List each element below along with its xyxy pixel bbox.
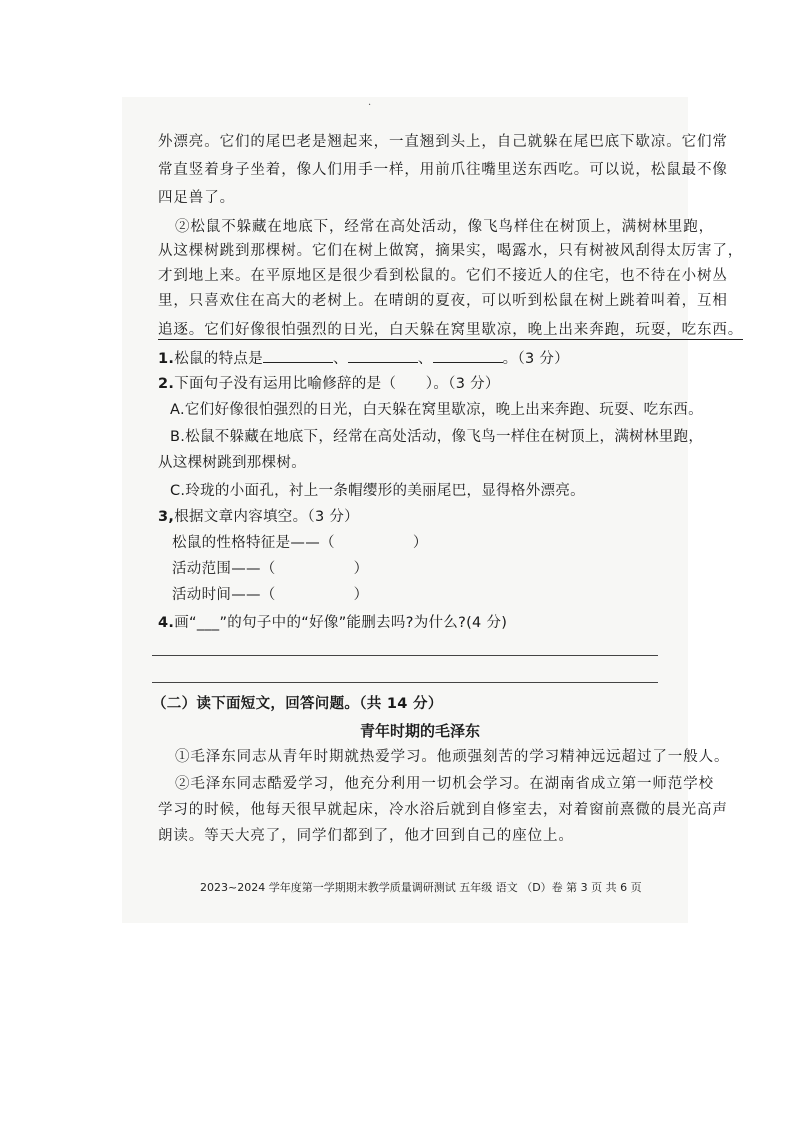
- fill-close: ）: [353, 561, 369, 577]
- passage-line: 四足兽了。: [158, 190, 235, 206]
- fill-label: 活动范围——（: [172, 561, 276, 577]
- question-number: 1.: [158, 351, 175, 367]
- passage-line: 常直竖着身子坐着，像人们用手一样，用前爪往嘴里送东西吃。可以说，松鼠最不像: [158, 162, 728, 178]
- answer-line[interactable]: [152, 682, 658, 683]
- answer-blank[interactable]: [263, 348, 333, 363]
- fill-label: 松鼠的性格特征是——（: [172, 535, 335, 551]
- answer-blank[interactable]: [433, 348, 503, 363]
- option-a: A.它们好像很怕强烈的日光，白天躲在窝里歇凉，晚上出来奔跑、玩耍、吃东西。: [170, 402, 703, 418]
- passage-line: ①毛泽东同志从青年时期就热爱学习。他顽强刻苦的学习精神远远超过了一般人。: [175, 749, 730, 765]
- page-footer: 2023~2024 学年度第一学期期末教学质量调研测试 五年级 语文 （D）卷 第 3 页 共 6 页: [200, 881, 642, 894]
- answer-blank[interactable]: [348, 348, 418, 363]
- fill-item: [172, 559, 368, 579]
- passage-line-underlined: [158, 320, 743, 340]
- passage-line: ②毛泽东同志酷爱学习，他充分利用一切机会学习。在湖南省成立第一师范学校: [175, 776, 714, 792]
- fill-close: ）: [412, 535, 428, 551]
- passage-title: 青年时期的毛泽东: [360, 722, 481, 740]
- option-b-cont: 从这棵树跳到那棵树。: [158, 455, 306, 471]
- passage-line: 朗读。等天大亮了，同学们都到了，他才回到自己的座位上。: [158, 828, 574, 844]
- question-2: [158, 374, 500, 394]
- fill-close: ）: [353, 587, 369, 603]
- question-1: [158, 348, 569, 369]
- option-c: C.玲珑的小面孔，衬上一条帽缨形的美丽尾巴，显得格外漂亮。: [170, 483, 585, 499]
- fill-item: [172, 533, 428, 553]
- question-text: 松鼠的特点是: [174, 351, 264, 367]
- question-3: [158, 507, 359, 527]
- question-number: 2.: [158, 376, 175, 392]
- option-b: B.松鼠不躲藏在地底下，经常在高处活动，像飞鸟一样住在树顶上，满树林里跑，: [170, 429, 704, 445]
- question-4: [158, 613, 507, 633]
- passage-line: ②松鼠不躲藏在地底下，经常在高处活动，像飞鸟样住在树顶上，满树林里跑，: [175, 219, 714, 235]
- passage-line: 外漂亮。它们的尾巴老是翘起来，一直翘到头上，自己就躲在尾巴底下歇凉。它们常: [158, 134, 728, 150]
- passage-line: 里，只喜欢住在高大的老树上。在晴朗的夏夜，可以听到松鼠在树上跳着叫着，互相: [158, 293, 728, 309]
- section-heading: （二）读下面短文，回答问题。（共 14 分）: [152, 696, 443, 712]
- question-number: 3,: [158, 509, 175, 525]
- answer-line[interactable]: [152, 655, 658, 656]
- question-text: 下面句子没有运用比喻修辞的是（ ）。（3 分）: [174, 376, 500, 392]
- passage-line: 学习的时候，他每天很早就起床，冷水浴后就到自修室去，对着窗前熹微的晨光高声: [158, 802, 728, 818]
- scan-mark: ·: [368, 100, 372, 111]
- fill-label: 活动时间——（: [172, 587, 276, 603]
- fill-item: [172, 585, 368, 605]
- separator: 、: [333, 351, 348, 367]
- underlined-sentence: 追逐。它们好像很怕强烈的日光，白天躲在窝里歇凉，晚上出来奔跑，玩耍，吃东西。: [158, 322, 744, 338]
- passage-line: 才到地上来。在平原地区是很少看到松鼠的。它们不接近人的住宅，也不待在小树丛: [158, 268, 728, 284]
- question-text: 画“___”的句子中的“好像”能删去吗?为什么?(4 分): [174, 615, 508, 631]
- passage-line: 从这棵树跳到那棵树。它们在树上做窝，摘果实，喝露水，只有树被风刮得太厉害了，: [158, 243, 744, 259]
- question-points: 。（3 分）: [502, 351, 570, 367]
- question-number: 4.: [158, 615, 175, 631]
- question-text: 根据文章内容填空。（3 分）: [174, 509, 359, 525]
- separator: 、: [417, 351, 433, 367]
